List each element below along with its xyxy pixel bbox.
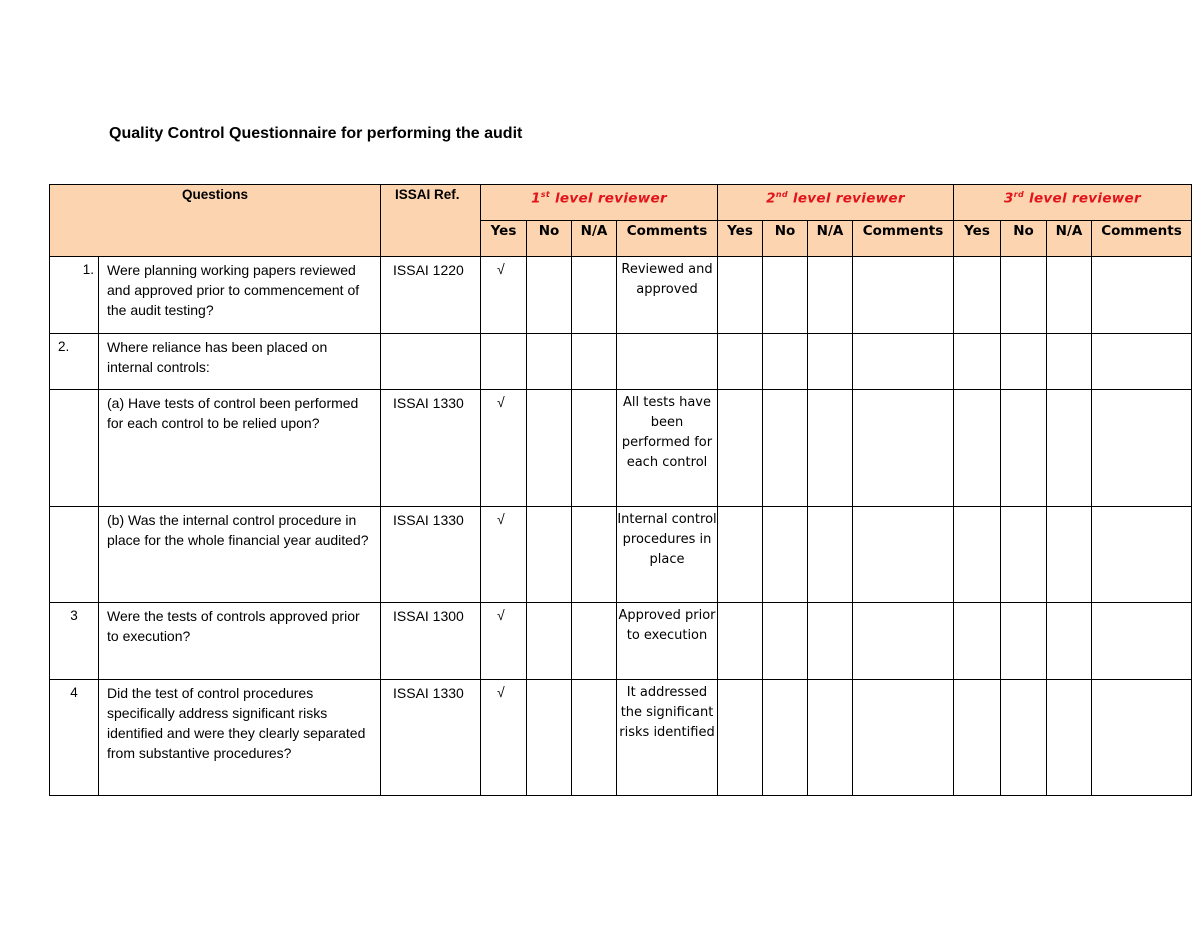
- l1-yes-checkmark: √: [481, 507, 527, 603]
- table-row: [50, 507, 1192, 603]
- l3-no-cell: [1001, 507, 1047, 603]
- questions-header: Questions: [50, 185, 381, 257]
- l2-comment: [853, 334, 954, 390]
- l3-yes-cell: [954, 603, 1001, 680]
- issai-ref: ISSAI 1330: [381, 507, 481, 603]
- l3-comment: [1092, 334, 1192, 390]
- l3-yes-cell: [954, 507, 1001, 603]
- l3-yes-cell: [954, 334, 1001, 390]
- l1-comments-header: Comments: [617, 221, 718, 257]
- level-3-reviewer-header: 3rd level reviewer: [954, 185, 1192, 221]
- row-number: 1.: [50, 257, 99, 334]
- l2-no-cell: [763, 390, 808, 507]
- l1-na-cell: [572, 390, 617, 507]
- l3-no-cell: [1001, 334, 1047, 390]
- table-row: [50, 390, 1192, 507]
- row-number: [50, 507, 99, 603]
- l3-comment: [1092, 603, 1192, 680]
- row-number: 4: [50, 680, 99, 796]
- l3-no-cell: [1001, 603, 1047, 680]
- header-row: [50, 185, 1192, 221]
- row-number: [50, 390, 99, 507]
- l1-no-cell: [527, 334, 572, 390]
- issai-ref: ISSAI 1300: [381, 603, 481, 680]
- l1-na-cell: [572, 257, 617, 334]
- question-text: Where reliance has been placed on internal controls:: [99, 334, 381, 390]
- l3-no-cell: [1001, 257, 1047, 334]
- table-row: [50, 680, 1192, 796]
- l2-yes-cell: [718, 257, 763, 334]
- l3-comment: [1092, 507, 1192, 603]
- l3-no-cell: [1001, 680, 1047, 796]
- level-2-reviewer-header: 2nd level reviewer: [718, 185, 954, 221]
- l3-comments-header: Comments: [1092, 221, 1192, 257]
- l2-no-cell: [763, 257, 808, 334]
- l2-yes-cell: [718, 680, 763, 796]
- question-text: Did the test of control procedures specifically address significant risks identified and were they clearly separated from substantive procedures?: [99, 680, 381, 796]
- l2-na-cell: [808, 507, 853, 603]
- l2-na-cell: [808, 334, 853, 390]
- issai-ref: ISSAI 1220: [381, 257, 481, 334]
- issai-ref: ISSAI 1330: [381, 680, 481, 796]
- document-title: Quality Control Questionnaire for performing the audit: [109, 125, 523, 142]
- question-text: Were the tests of controls approved prior to execution?: [99, 603, 381, 680]
- issai-ref: [381, 334, 481, 390]
- l3-na-cell: [1047, 334, 1092, 390]
- l2-comment: [853, 257, 954, 334]
- l2-comment: [853, 680, 954, 796]
- l2-comments-header: Comments: [853, 221, 954, 257]
- l3-na-header: N/A: [1047, 221, 1092, 257]
- table-row: [50, 603, 1192, 680]
- l1-no-cell: [527, 390, 572, 507]
- l3-na-cell: [1047, 680, 1092, 796]
- l2-na-cell: [808, 390, 853, 507]
- l2-no-cell: [763, 680, 808, 796]
- l1-comment: All tests have been performed for each control: [617, 390, 718, 507]
- l1-comment: It addressed the significant risks identified: [617, 680, 718, 796]
- l3-comment: [1092, 680, 1192, 796]
- row-number: 2.: [50, 334, 99, 390]
- l3-na-cell: [1047, 390, 1092, 507]
- l1-yes-checkmark: √: [481, 390, 527, 507]
- l1-na-cell: [572, 507, 617, 603]
- table-row: [50, 334, 1192, 390]
- level-1-reviewer-header: 1st level reviewer: [481, 185, 718, 221]
- question-text: (b) Was the internal control procedure in place for the whole financial year audited?: [99, 507, 381, 603]
- row-number: 3: [50, 603, 99, 680]
- l1-yes-checkmark: √: [481, 603, 527, 680]
- l2-comment: [853, 603, 954, 680]
- l1-comment: Internal control procedures in place: [617, 507, 718, 603]
- question-text: Were planning working papers reviewed and approved prior to commencement of the audit testing?: [99, 257, 381, 334]
- issai-ref-header: ISSAI Ref.: [381, 185, 481, 257]
- l2-na-cell: [808, 603, 853, 680]
- l2-no-cell: [763, 334, 808, 390]
- l1-no-header: No: [527, 221, 572, 257]
- questionnaire-table: [49, 184, 1192, 796]
- l2-yes-cell: [718, 390, 763, 507]
- issai-ref: ISSAI 1330: [381, 390, 481, 507]
- l1-yes-checkmark: [481, 334, 527, 390]
- l3-no-header: No: [1001, 221, 1047, 257]
- l2-na-cell: [808, 680, 853, 796]
- l2-na-header: N/A: [808, 221, 853, 257]
- l1-yes-checkmark: √: [481, 257, 527, 334]
- l1-na-cell: [572, 680, 617, 796]
- l1-no-cell: [527, 680, 572, 796]
- l1-no-cell: [527, 257, 572, 334]
- l3-no-cell: [1001, 390, 1047, 507]
- l3-na-cell: [1047, 507, 1092, 603]
- l1-yes-checkmark: √: [481, 680, 527, 796]
- l3-comment: [1092, 390, 1192, 507]
- l2-yes-cell: [718, 603, 763, 680]
- l1-na-cell: [572, 334, 617, 390]
- table-row: [50, 257, 1192, 334]
- l2-yes-cell: [718, 507, 763, 603]
- l1-na-cell: [572, 603, 617, 680]
- l3-yes-cell: [954, 680, 1001, 796]
- question-text: (a) Have tests of control been performed for each control to be relied upon?: [99, 390, 381, 507]
- l1-comment: [617, 334, 718, 390]
- l2-no-cell: [763, 507, 808, 603]
- l1-no-cell: [527, 603, 572, 680]
- l2-no-cell: [763, 603, 808, 680]
- l3-comment: [1092, 257, 1192, 334]
- l1-no-cell: [527, 507, 572, 603]
- l3-yes-cell: [954, 390, 1001, 507]
- l2-yes-header: Yes: [718, 221, 763, 257]
- l3-na-cell: [1047, 257, 1092, 334]
- l3-yes-header: Yes: [954, 221, 1001, 257]
- l1-comment: Reviewed and approved: [617, 257, 718, 334]
- l2-comment: [853, 507, 954, 603]
- l3-yes-cell: [954, 257, 1001, 334]
- l2-comment: [853, 390, 954, 507]
- l3-na-cell: [1047, 603, 1092, 680]
- l2-na-cell: [808, 257, 853, 334]
- l1-na-header: N/A: [572, 221, 617, 257]
- l1-yes-header: Yes: [481, 221, 527, 257]
- l2-yes-cell: [718, 334, 763, 390]
- l2-no-header: No: [763, 221, 808, 257]
- l1-comment: Approved prior to execution: [617, 603, 718, 680]
